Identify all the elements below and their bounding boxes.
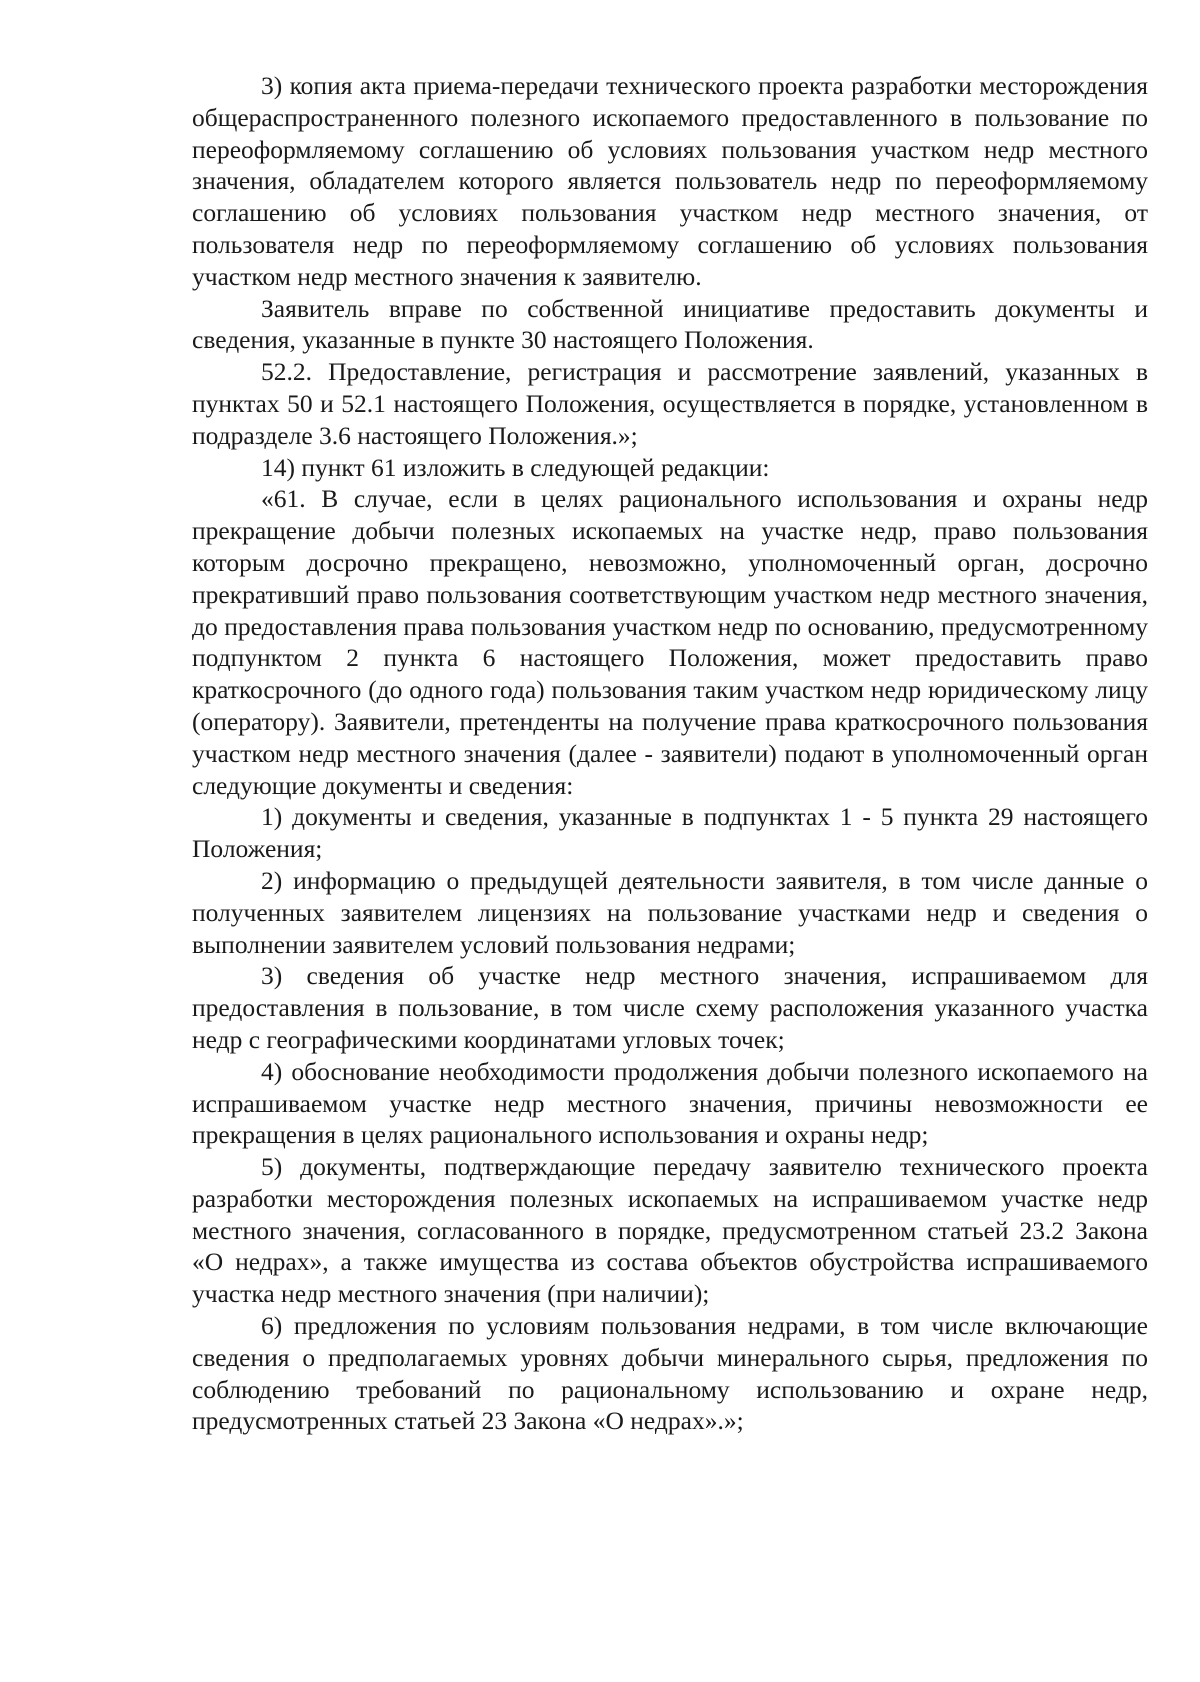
list-item-5-transfer-documents: 5) документы, подтверждающие передачу заявителю технического проекта разработки месторождения полезных ископаемых на испрашиваемом участке недр местного значения, согласованного в порядке, предусмотренном статьей 23.2 Закона «О недрах», а также имущества из состава объектов обустройства испрашиваемого участка недр местного значения (при наличии);: [192, 1152, 1148, 1309]
paragraph-14-point-61: 14) пункт 61 изложить в следующей редакции:: [261, 452, 770, 482]
list-item-6-proposals: 6) предложения по условиям пользования недрами, в том числе включающие сведения о предполагаемых уровнях добычи минерального сырья, предложения по соблюдению требований по рациональному использованию и охране недр, предусмотренных статьей 23 Закона «О недрах».»;: [192, 1311, 1148, 1436]
list-item-1-documents: 1) документы и сведения, указанные в подпунктах 1 - 5 пункта 29 настоящего Положения;: [192, 802, 1148, 864]
paragraph-52-2: 52.2. Предоставление, регистрация и рассмотрение заявлений, указанных в пунктах 50 и 52.1 настоящего Положения, осуществляется в порядке, установленном в подразделе 3.6 настоящего Положения.»;: [192, 357, 1148, 450]
paragraph-applicant-right: Заявитель вправе по собственной инициативе предоставить документы и сведения, указанные в пункте 30 настоящего Положения.: [192, 293, 1148, 355]
list-item-2-previous-activity: 2) информацию о предыдущей деятельности заявителя, в том числе данные о полученных заявителем лицензиях на пользование участками недр и сведения о выполнении заявителем условий пользования недрами;: [192, 865, 1148, 959]
document-page: [192, 70, 1148, 1437]
list-item-3-subsoil-plot-info: 3) сведения об участке недр местного значения, испрашиваемом для предоставления в пользование, в том числе схему расположения указанного участка недр с географическими координатами угловых точек;: [192, 961, 1148, 1054]
paragraph-61-short-term-use: «61. В случае, если в целях рационального использования и охраны недр прекращение добычи полезных ископаемых на участке недр, право пользования которым досрочно прекращено, невозможно, уполномоченный орган, досрочно прекративший право пользования соответствующим участком недр местного значения, до предоставления права пользования участком недр по основанию, предусмотренному подпунктом 2 пункта 6 настоящего Положения, может предоставить право краткосрочного (до одного года) пользования таким участком недр юридическому лицу (оператору). Заявители, претенденты на получение права краткосрочного пользования участком недр местного значения (далее - заявители) подают в уполномоченный орган следующие документы и сведения:: [192, 484, 1148, 800]
paragraph-item-3-copy-act: 3) копия акта приема-передачи технического проекта разработки месторождения общераспространенного полезного ископаемого предоставленного в пользование по переоформляемому соглашению об условиях пользования участком недр местного значения, обладателем которого является пользователь недр по переоформляемому соглашению об условиях пользования участком недр местного значения, от пользователя недр по переоформляемому соглашению об условиях пользования участком недр местного значения к заявителю.: [192, 71, 1148, 291]
list-item-4-justification: 4) обоснование необходимости продолжения добычи полезного ископаемого на испрашиваемом участке недр местного значения, причины невозможности ее прекращения в целях рационального использования и охраны недр;: [192, 1056, 1148, 1150]
